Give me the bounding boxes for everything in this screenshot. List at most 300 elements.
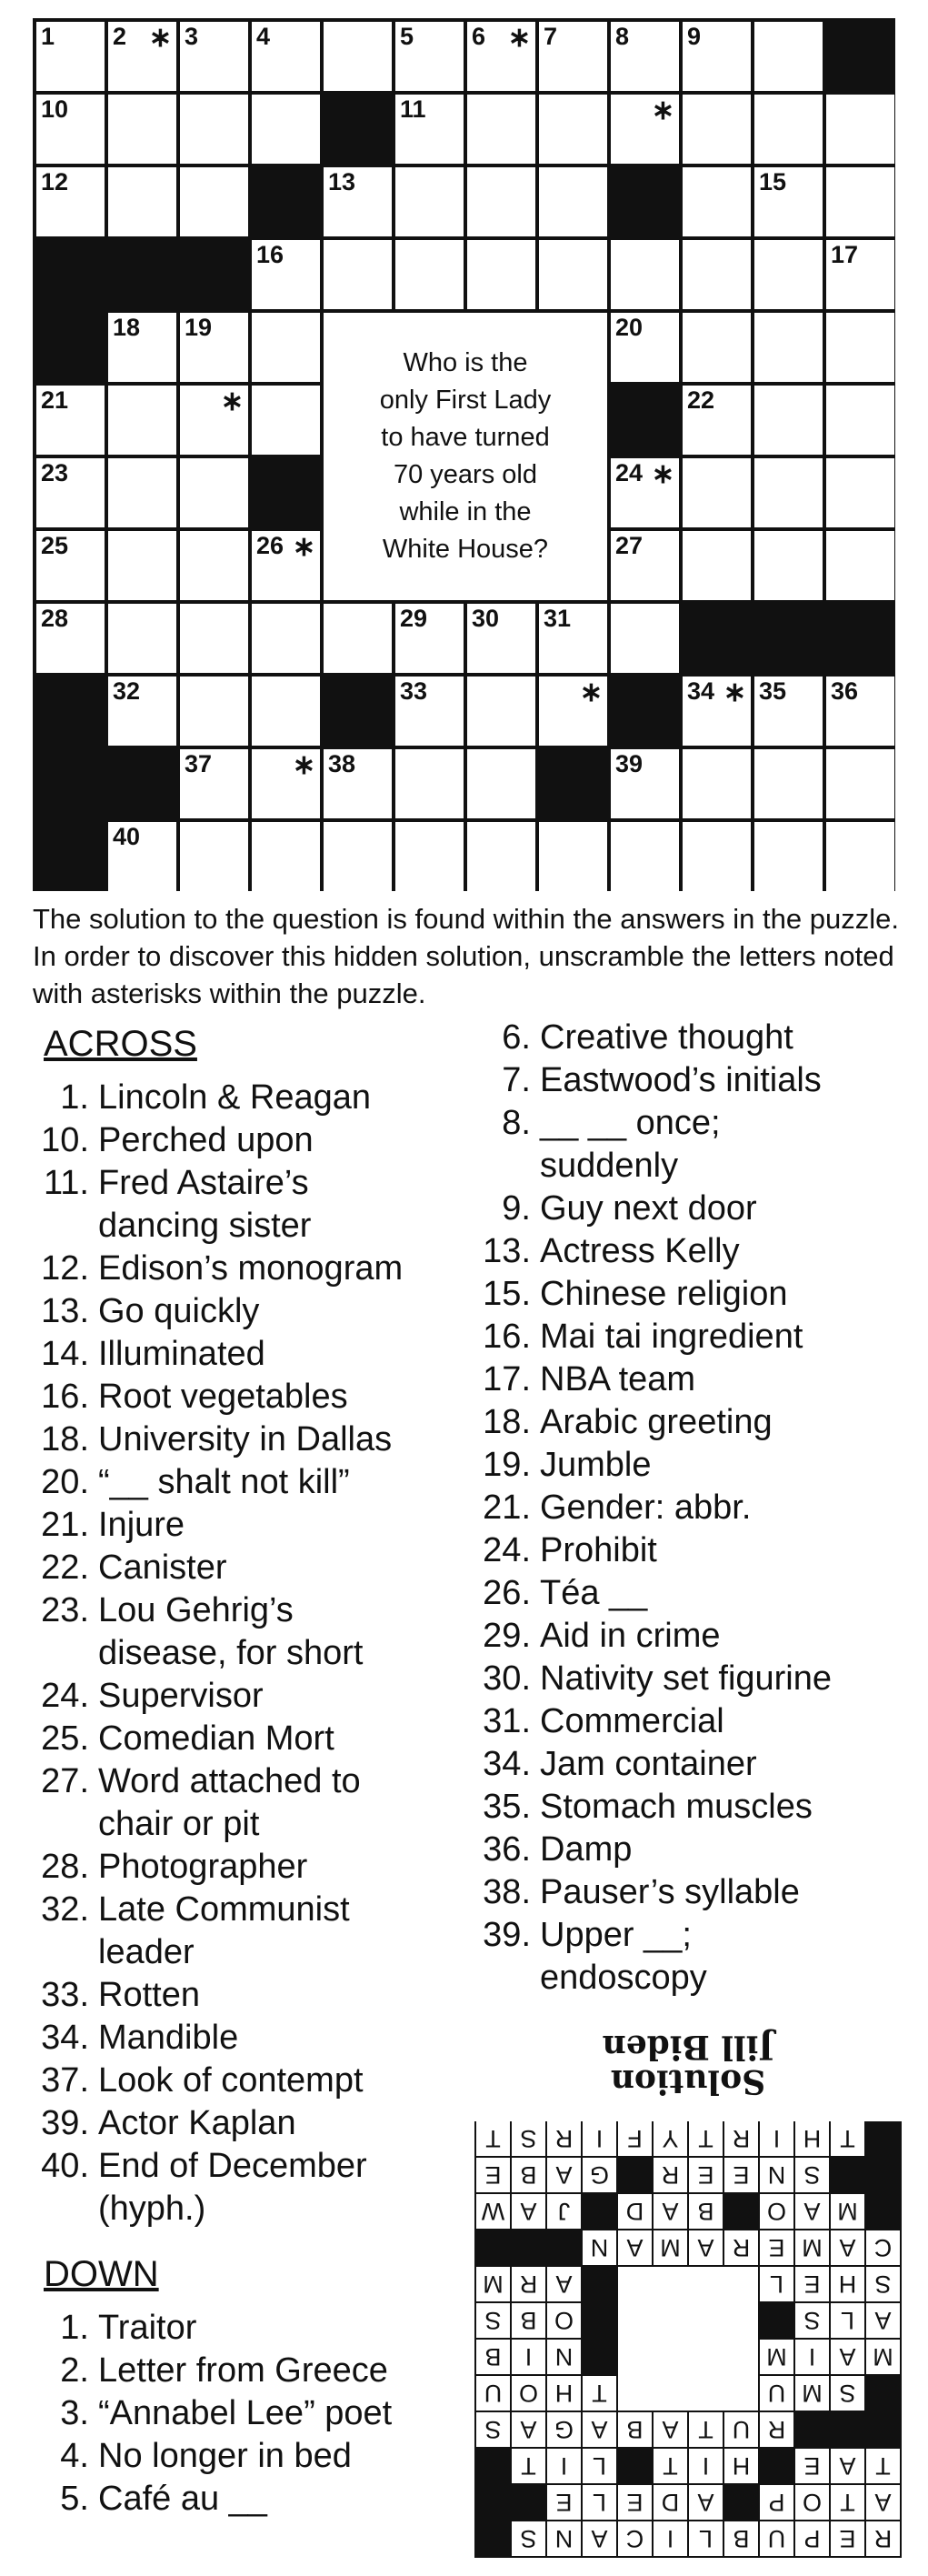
solution-cell: R: [547, 2121, 581, 2156]
clue-item-text: Mai tai ingredient: [540, 1318, 803, 1356]
grid-cell[interactable]: [611, 313, 679, 382]
clue-item-number: 28.: [41, 1848, 89, 1886]
clue-item-number: 39.: [483, 1916, 531, 1954]
grid-cell[interactable]: [539, 167, 607, 236]
grid-cell[interactable]: [36, 458, 105, 527]
grid-cell[interactable]: [108, 604, 176, 673]
clue-item-text: Word attached to: [98, 1762, 361, 1800]
clue-number: 1: [41, 23, 55, 50]
grid-cell[interactable]: [180, 95, 248, 164]
clue-item-text: suddenly: [540, 1147, 679, 1185]
grid-cell[interactable]: [539, 604, 607, 673]
crossword-grid: [33, 18, 895, 891]
clue-item-number: 24.: [41, 1677, 89, 1715]
grid-cell[interactable]: [611, 822, 679, 891]
clue-item-number: 8.: [502, 1104, 531, 1142]
grid-cell[interactable]: [36, 22, 105, 91]
clue-item-number: 34.: [483, 1745, 531, 1783]
grid-cell[interactable]: [539, 95, 607, 164]
clue-item-text: Rotten: [98, 1976, 200, 2014]
grid-cell[interactable]: [180, 531, 248, 600]
clue-item-number: 17.: [483, 1360, 531, 1398]
clue-item: [33, 1333, 460, 1376]
clue-item: [474, 1316, 902, 1358]
solution-cell: E: [795, 2449, 829, 2483]
grid-cell[interactable]: [252, 240, 320, 309]
clue-item: [33, 1760, 460, 1803]
grid-cell[interactable]: [611, 95, 679, 164]
solution-cell: T: [583, 2376, 616, 2411]
grid-cell[interactable]: [108, 822, 176, 891]
grid-cell[interactable]: [683, 677, 751, 746]
clue-item-number: 27.: [41, 1762, 89, 1800]
clue-item-text: Edison’s monogram: [98, 1249, 404, 1288]
clue-number: 27: [615, 532, 644, 559]
grid-cell[interactable]: [324, 604, 392, 673]
clue-item-text: Lou Gehrig’s: [98, 1591, 294, 1629]
solution-cell: B: [512, 2158, 545, 2192]
grid-cell[interactable]: [467, 822, 535, 891]
grid-cell[interactable]: [324, 749, 392, 818]
solution-cell: D: [618, 2194, 652, 2229]
grid-cell[interactable]: [252, 531, 320, 600]
clue-item-text: Arabic greeting: [540, 1403, 773, 1441]
solution-answer: Jill Biden: [602, 2028, 774, 2066]
clue-item-text: Perched upon: [98, 1121, 314, 1159]
clue-number: 36: [831, 677, 859, 705]
solution-cell: I: [654, 2521, 687, 2556]
across-clue-list: [33, 1077, 460, 2230]
grid-cell[interactable]: [252, 95, 320, 164]
grid-cell[interactable]: [180, 386, 248, 455]
question-box: Who is the only First Lady to have turned 70 years old while in the White House?: [324, 313, 607, 600]
clue-number: 32: [113, 677, 141, 705]
clue-item-text: Supervisor: [98, 1677, 264, 1715]
grid-cell[interactable]: [395, 167, 464, 236]
clue-number: 15: [759, 168, 787, 195]
clue-item-number: 30.: [483, 1659, 531, 1698]
grid-cell[interactable]: [180, 604, 248, 673]
solution-cell: N: [547, 2340, 581, 2374]
grid-cell[interactable]: [683, 458, 751, 527]
solution-cell: N: [583, 2230, 616, 2265]
grid-cell[interactable]: [754, 749, 823, 818]
grid-cell[interactable]: [754, 167, 823, 236]
grid-cell[interactable]: [252, 822, 320, 891]
clue-item-number: 12.: [41, 1249, 89, 1288]
clue-item: [474, 1358, 902, 1401]
grid-cell[interactable]: [180, 822, 248, 891]
solution-cell: L: [760, 2267, 793, 2301]
clue-item: [474, 1102, 902, 1145]
clue-item-number: 16.: [483, 1318, 531, 1356]
solution-cell: I: [760, 2121, 793, 2156]
clue-number: 8: [615, 23, 630, 50]
solution-cell: O: [547, 2303, 581, 2338]
solution-cell: H: [831, 2267, 864, 2301]
solution-cell: E: [795, 2267, 829, 2301]
clue-item: [33, 1077, 460, 1119]
clue-item: [474, 1273, 902, 1316]
grid-cell[interactable]: [108, 95, 176, 164]
grid-cell[interactable]: [252, 22, 320, 91]
clue-item: [33, 2017, 460, 2060]
solution-cell: T: [831, 2121, 864, 2156]
clue-item-number: 9.: [502, 1189, 531, 1228]
solution-cell: S: [831, 2376, 864, 2411]
solution-cell: A: [689, 2230, 723, 2265]
grid-cell[interactable]: [324, 822, 392, 891]
clue-number: 2: [113, 23, 127, 50]
clue-item: [474, 1615, 902, 1658]
down-heading: DOWN: [44, 2254, 159, 2294]
grid-cell[interactable]: [108, 313, 176, 382]
asterisk-icon: ∗: [148, 23, 172, 53]
solution-cell: S: [866, 2267, 900, 2301]
clue-item-text: Eastwood’s initials: [540, 1061, 822, 1099]
clue-item: [33, 2392, 460, 2435]
solution-cell: O: [795, 2485, 829, 2520]
clue-item: [33, 1418, 460, 1461]
clue-item-number: 2.: [60, 2351, 89, 2390]
clue-number: 28: [41, 605, 69, 632]
grid-cell[interactable]: [611, 22, 679, 91]
grid-cell[interactable]: [324, 240, 392, 309]
clue-item-number: 18.: [483, 1403, 531, 1441]
solution-cell: Y: [654, 2121, 687, 2156]
solution-cell: T: [689, 2121, 723, 2156]
grid-cell[interactable]: [611, 240, 679, 309]
grid-cell[interactable]: [467, 749, 535, 818]
clue-number: 24: [615, 459, 644, 486]
solution-cell: A: [512, 2412, 545, 2447]
grid-cell[interactable]: [754, 313, 823, 382]
grid-cell[interactable]: [467, 604, 535, 673]
solution-cell: M: [831, 2194, 864, 2229]
solution-heading: [474, 2030, 902, 2099]
clue-number: 33: [400, 677, 428, 705]
clue-item-number: 19.: [483, 1446, 531, 1484]
clue-item-text: leader: [98, 1933, 195, 1971]
clue-number: 16: [256, 241, 284, 268]
grid-cell[interactable]: [754, 22, 823, 91]
clue-item-text: Stomach muscles: [540, 1788, 813, 1826]
solution-cell: H: [795, 2121, 829, 2156]
solution-cell: O: [512, 2376, 545, 2411]
grid-cell[interactable]: [108, 167, 176, 236]
grid-cell[interactable]: [826, 313, 894, 382]
solution-cell: M: [866, 2340, 900, 2374]
solution-cell: E: [724, 2158, 758, 2192]
clue-item: [474, 1444, 902, 1487]
grid-cell[interactable]: [252, 604, 320, 673]
clue-number: 17: [831, 241, 859, 268]
clue-item-text: Téa __: [540, 1574, 648, 1612]
clue-item: [33, 1889, 460, 1931]
clue-item-text: Letter from Greece: [98, 2351, 388, 2390]
grid-cell[interactable]: [467, 95, 535, 164]
grid-cell[interactable]: [826, 749, 894, 818]
clue-item-number: 15.: [483, 1275, 531, 1313]
clue-item-number: 29.: [483, 1617, 531, 1655]
grid-cell[interactable]: [683, 95, 751, 164]
grid-cell[interactable]: [754, 240, 823, 309]
clue-item-text: Lincoln & Reagan: [98, 1078, 371, 1117]
clue-item-number: 11.: [43, 1164, 89, 1202]
clue-item-text: Late Communist: [98, 1890, 350, 1929]
down-clue-list-continued: [474, 1017, 902, 2000]
clue-item-number: 16.: [41, 1378, 89, 1416]
clue-item-number: 36.: [483, 1830, 531, 1869]
grid-cell[interactable]: [324, 167, 392, 236]
clue-number: 29: [400, 605, 428, 632]
asterisk-icon: ∗: [579, 677, 603, 707]
grid-cell[interactable]: [683, 531, 751, 600]
solution-cell: B: [512, 2303, 545, 2338]
clue-number: 12: [41, 168, 69, 195]
clue-number: 7: [544, 23, 558, 50]
clue-item: [474, 1786, 902, 1829]
grid-cell[interactable]: [754, 458, 823, 527]
clue-item-number: 26.: [483, 1574, 531, 1612]
clue-item: [33, 1162, 460, 1205]
clue-item-text: No longer in bed: [98, 2437, 352, 2475]
grid-cell[interactable]: [754, 531, 823, 600]
grid-cell[interactable]: [180, 458, 248, 527]
grid-cell[interactable]: [539, 22, 607, 91]
grid-cell[interactable]: [754, 822, 823, 891]
grid-cell[interactable]: [683, 22, 751, 91]
clue-item: [33, 1589, 460, 1632]
grid-cell[interactable]: [826, 531, 894, 600]
grid-cell[interactable]: [611, 604, 679, 673]
clue-item-text: Fred Astaire’s: [98, 1164, 309, 1202]
clue-number: 9: [687, 23, 702, 50]
solution-cell: A: [654, 2412, 687, 2447]
clue-item-text: Look of contempt: [98, 2061, 364, 2100]
clue-item-number: 38.: [483, 1873, 531, 1911]
across-heading: ACROSS: [44, 1024, 197, 1064]
grid-cell[interactable]: [108, 531, 176, 600]
asterisk-icon: ∗: [220, 386, 244, 416]
clue-item-text: Traitor: [98, 2309, 197, 2347]
solution-cell: A: [866, 2303, 900, 2338]
clue-item-text: Illuminated: [98, 1335, 265, 1373]
clue-number: 18: [113, 314, 141, 341]
clue-item: [33, 1974, 460, 2017]
grid-cell[interactable]: [754, 677, 823, 746]
grid-cell[interactable]: [252, 749, 320, 818]
clue-item: [474, 1658, 902, 1700]
solution-cell: A: [583, 2412, 616, 2447]
grid-cell[interactable]: [395, 749, 464, 818]
clue-item-text: Nativity set figurine: [540, 1659, 833, 1698]
grid-cell[interactable]: [180, 22, 248, 91]
clue-item-number: 25.: [41, 1719, 89, 1758]
solution-label: Solution: [610, 2062, 766, 2100]
grid-cell[interactable]: [683, 240, 751, 309]
clue-item-text: dancing sister: [98, 1207, 312, 1245]
clue-item-text: “Annabel Lee” poet: [98, 2394, 393, 2432]
clue-item-text: Jumble: [540, 1446, 652, 1484]
grid-cell[interactable]: [180, 313, 248, 382]
grid-cell[interactable]: [683, 313, 751, 382]
grid-cell[interactable]: [826, 167, 894, 236]
solution-cell: R: [724, 2121, 758, 2156]
solution-cell: C: [866, 2230, 900, 2265]
clue-number: 38: [328, 750, 356, 777]
grid-cell[interactable]: [36, 167, 105, 236]
grid-cell[interactable]: [395, 240, 464, 309]
solution-cell: I: [583, 2121, 616, 2156]
solution-cell: A: [583, 2521, 616, 2556]
solution-cell: T: [689, 2412, 723, 2447]
solution-cell: E: [689, 2158, 723, 2192]
clue-item-text: Prohibit: [540, 1531, 657, 1569]
clue-item-number: 32.: [41, 1890, 89, 1929]
grid-cell[interactable]: [826, 458, 894, 527]
solution-cell: B: [618, 2412, 652, 2447]
grid-cell[interactable]: [754, 95, 823, 164]
clue-number: 35: [759, 677, 787, 705]
clue-item-number: 13.: [41, 1292, 89, 1330]
clue-item-text: Chinese religion: [540, 1275, 788, 1313]
grid-cell[interactable]: [467, 22, 535, 91]
solution-cell: S: [795, 2158, 829, 2192]
grid-cell[interactable]: [611, 749, 679, 818]
solution-cell: S: [476, 2303, 510, 2338]
grid-cell[interactable]: [395, 22, 464, 91]
clue-number: 4: [256, 23, 271, 50]
solution-grid: [474, 2121, 902, 2558]
clue-item: [33, 1376, 460, 1418]
grid-cell[interactable]: [467, 677, 535, 746]
solution-cell: R: [866, 2521, 900, 2556]
clue-item: [33, 2060, 460, 2102]
clue-number: 20: [615, 314, 644, 341]
grid-cell[interactable]: [611, 531, 679, 600]
grid-cell[interactable]: [467, 167, 535, 236]
grid-cell[interactable]: [180, 167, 248, 236]
grid-cell[interactable]: [826, 240, 894, 309]
grid-cell[interactable]: [683, 386, 751, 455]
grid-cell[interactable]: [395, 604, 464, 673]
instructions-text: The solution to the question is found within the answers in the puzzle. In order to discover this hidden solution, unscramble the letters noted with asterisks within the puzzle.: [33, 903, 899, 1009]
grid-cell[interactable]: [539, 822, 607, 891]
grid-cell[interactable]: [108, 677, 176, 746]
clue-number: 5: [400, 23, 414, 50]
grid-cell[interactable]: [180, 749, 248, 818]
grid-cell[interactable]: [395, 822, 464, 891]
solution-cell: A: [618, 2230, 652, 2265]
clue-number: 37: [185, 750, 213, 777]
grid-cell[interactable]: [108, 386, 176, 455]
grid-cell[interactable]: [539, 240, 607, 309]
grid-cell[interactable]: [36, 386, 105, 455]
grid-cell[interactable]: [826, 822, 894, 891]
clue-number: 21: [41, 386, 69, 414]
clue-item: [33, 2145, 460, 2188]
solution-cell: C: [618, 2521, 652, 2556]
grid-cell[interactable]: [826, 95, 894, 164]
clue-item: [33, 1718, 460, 1760]
grid-cell[interactable]: [754, 386, 823, 455]
clue-item-text: Upper __;: [540, 1916, 692, 1954]
clue-item-number: 40.: [41, 2147, 89, 2185]
grid-cell[interactable]: [180, 677, 248, 746]
solution-cell: N: [547, 2521, 581, 2556]
clues-left-column: [33, 1017, 460, 2521]
solution-cell: R: [724, 2230, 758, 2265]
solution-cell: U: [760, 2521, 793, 2556]
clue-item-number: 23.: [41, 1591, 89, 1629]
grid-cell[interactable]: [324, 22, 392, 91]
clue-number: 26: [256, 532, 284, 559]
clue-item-number: 34.: [41, 2019, 89, 2057]
grid-cell[interactable]: [683, 167, 751, 236]
grid-cell[interactable]: [36, 531, 105, 600]
clue-item: [474, 1529, 902, 1572]
clue-item-text: __ __ once;: [540, 1104, 721, 1142]
grid-cell[interactable]: [611, 458, 679, 527]
clue-item-number: 7.: [502, 1061, 531, 1099]
grid-cell[interactable]: [108, 458, 176, 527]
solution-cell: J: [547, 2194, 581, 2229]
solution-cell: I: [512, 2340, 545, 2374]
grid-cell[interactable]: [395, 677, 464, 746]
grid-cell[interactable]: [539, 677, 607, 746]
asterisk-icon: ∗: [651, 459, 674, 489]
grid-cell[interactable]: [683, 749, 751, 818]
grid-cell[interactable]: [252, 677, 320, 746]
clue-item-text: Creative thought: [540, 1018, 793, 1057]
grid-cell[interactable]: [826, 386, 894, 455]
clue-item: [474, 1017, 902, 1059]
clue-item: [474, 1957, 902, 2000]
solution-cell: B: [476, 2340, 510, 2374]
grid-cell[interactable]: [108, 22, 176, 91]
clue-item-text: NBA team: [540, 1360, 696, 1398]
clue-item: [474, 1743, 902, 1786]
solution-cell: I: [795, 2340, 829, 2374]
clue-item-number: 24.: [483, 1531, 531, 1569]
grid-cell[interactable]: [252, 313, 320, 382]
solution-cell: G: [547, 2412, 581, 2447]
clues-right-column: [474, 1017, 902, 2000]
down-clue-list: [33, 2307, 460, 2521]
grid-cell[interactable]: [395, 95, 464, 164]
clue-item-number: 37.: [41, 2061, 89, 2100]
clue-number: 6: [472, 23, 486, 50]
clue-item-number: 4.: [60, 2437, 89, 2475]
solution-cell: A: [831, 2230, 864, 2265]
grid-cell[interactable]: [683, 822, 751, 891]
clue-item-number: 20.: [41, 1463, 89, 1501]
grid-cell[interactable]: [252, 386, 320, 455]
clue-number: 23: [41, 459, 69, 486]
clue-item-text: Commercial: [540, 1702, 724, 1740]
clue-item-number: 5.: [60, 2480, 89, 2518]
clue-item: [33, 1461, 460, 1504]
clue-item-text: chair or pit: [98, 1805, 260, 1843]
grid-cell[interactable]: [826, 677, 894, 746]
clue-item: [474, 1829, 902, 1871]
solution-cell: U: [724, 2412, 758, 2447]
grid-cell[interactable]: [36, 95, 105, 164]
grid-cell[interactable]: [36, 604, 105, 673]
grid-cell[interactable]: [467, 240, 535, 309]
clue-number: 22: [687, 386, 715, 414]
